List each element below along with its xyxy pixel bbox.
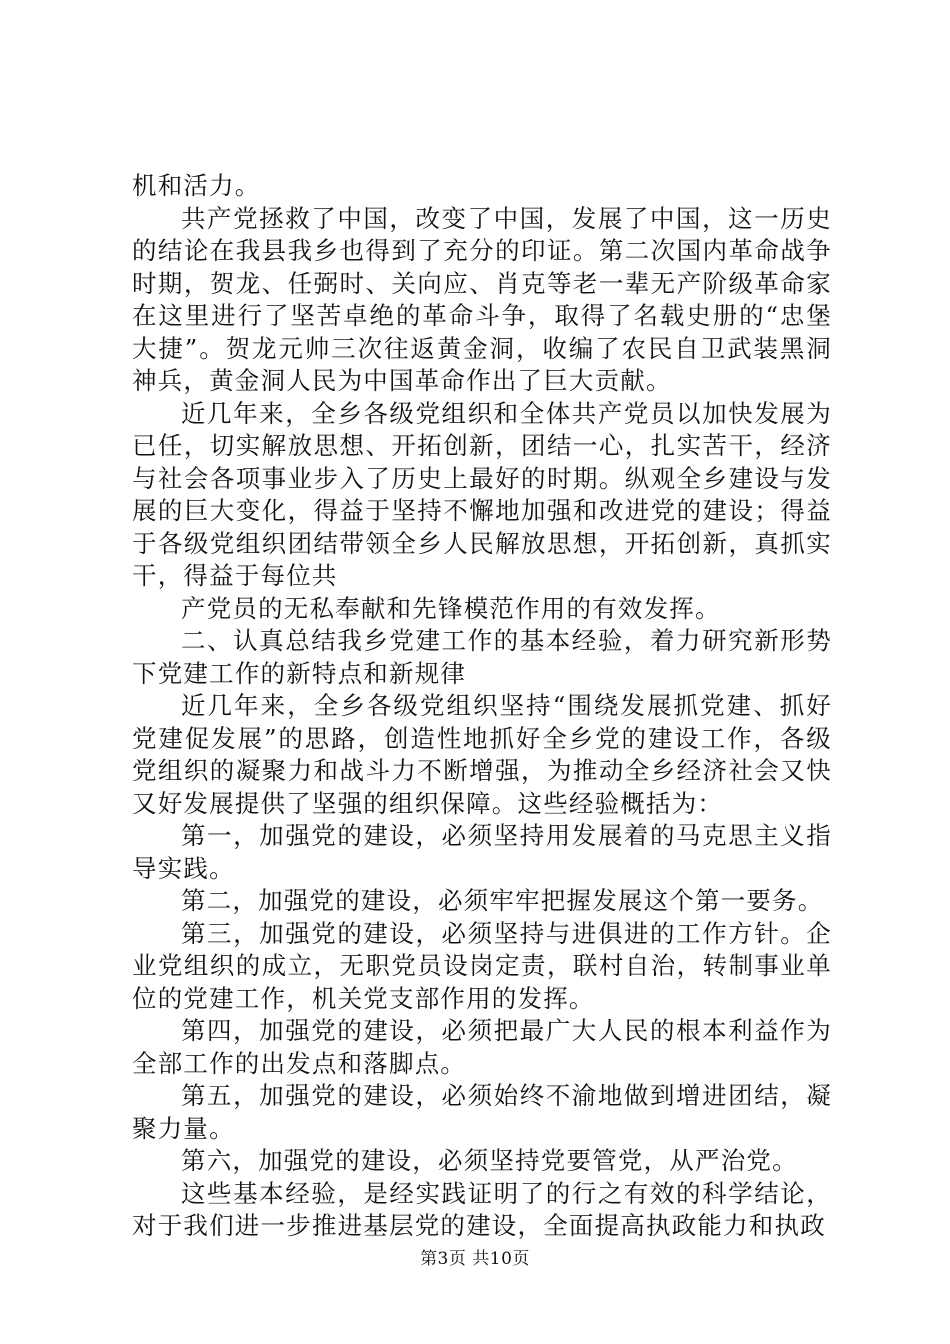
list-item: 第五，加强党的建设，必须始终不渝地做到增进团结，凝聚力量。 [132,1081,832,1143]
list-item: 第二，加强党的建设，必须牢牢把握发展这个第一要务。 [181,886,824,915]
paragraph: 产党员的无私奉献和先锋模范作用的有效发挥。 [181,593,721,623]
paragraph: 近几年来，全乡各级党组织坚持“围绕发展抓党建、抓好党建促发展”的思路，创造性地抓好全乡党的建设工作，各级党组织的凝聚力和战斗力不断增强，为推动全乡经济社会又快又好发展提供了坚强的组织保障。这些经验概括为： [132,691,832,818]
paragraph: 共产党拯救了中国，改变了中国，发展了中国，这一历史的结论在我县我乡也得到了充分的印证。第二次国内革命战争时期，贺龙、任弼时、关向应、肖克等老一辈无产阶级革命家在这里进行了坚苦卓绝的革命斗争，取得了名载史册的“忠堡大捷”。贺龙元帅三次往返黄金洞，收编了农民自卫武装黑洞神兵，黄金洞人民为中国革命作出了巨大贡献。 [132,203,832,395]
page-number: 第3页 共10页 [420,1249,530,1269]
list-item: 第六，加强党的建设，必须坚持党要管党，从严治党。 [181,1146,798,1175]
list-item: 第一，加强党的建设，必须坚持用发展着的马克思主义指导实践。 [132,821,832,883]
section-heading: 二、认真总结我乡党建工作的基本经验，着力研究新形势下党建工作的新特点和新规律 [132,626,832,688]
paragraph: 近几年来，全乡各级党组织和全体共产党员以加快发展为已任，切实解放思想、开拓创新，团结一心，扎实苦干，经济与社会各项事业步入了历史上最好的时期。纵观全乡建设与发展的巨大变化，得益于坚持不懈地加强和改进党的建设；得益于各级党组织团结带领全乡人民解放思想，开拓创新，真抓实干，得益于每位共 [132,398,832,590]
document-body [132,170,832,1243]
paragraph-continuation: 机和活力。 [132,171,261,200]
list-item: 第三，加强党的建设，必须坚持与进俱进的工作方针。企业党组织的成立，无职党员设岗定责，联村自治，转制事业单位的党建工作，机关党支部作用的发挥。 [132,918,832,1013]
list-item: 第四，加强党的建设，必须把最广大人民的根本利益作为全部工作的出发点和落脚点。 [132,1016,832,1078]
paragraph: 这些基本经验，是经实践证明了的行之有效的科学结论，对于我们进一步推进基层党的建设，全面提高执政能力和执政 [132,1178,832,1240]
